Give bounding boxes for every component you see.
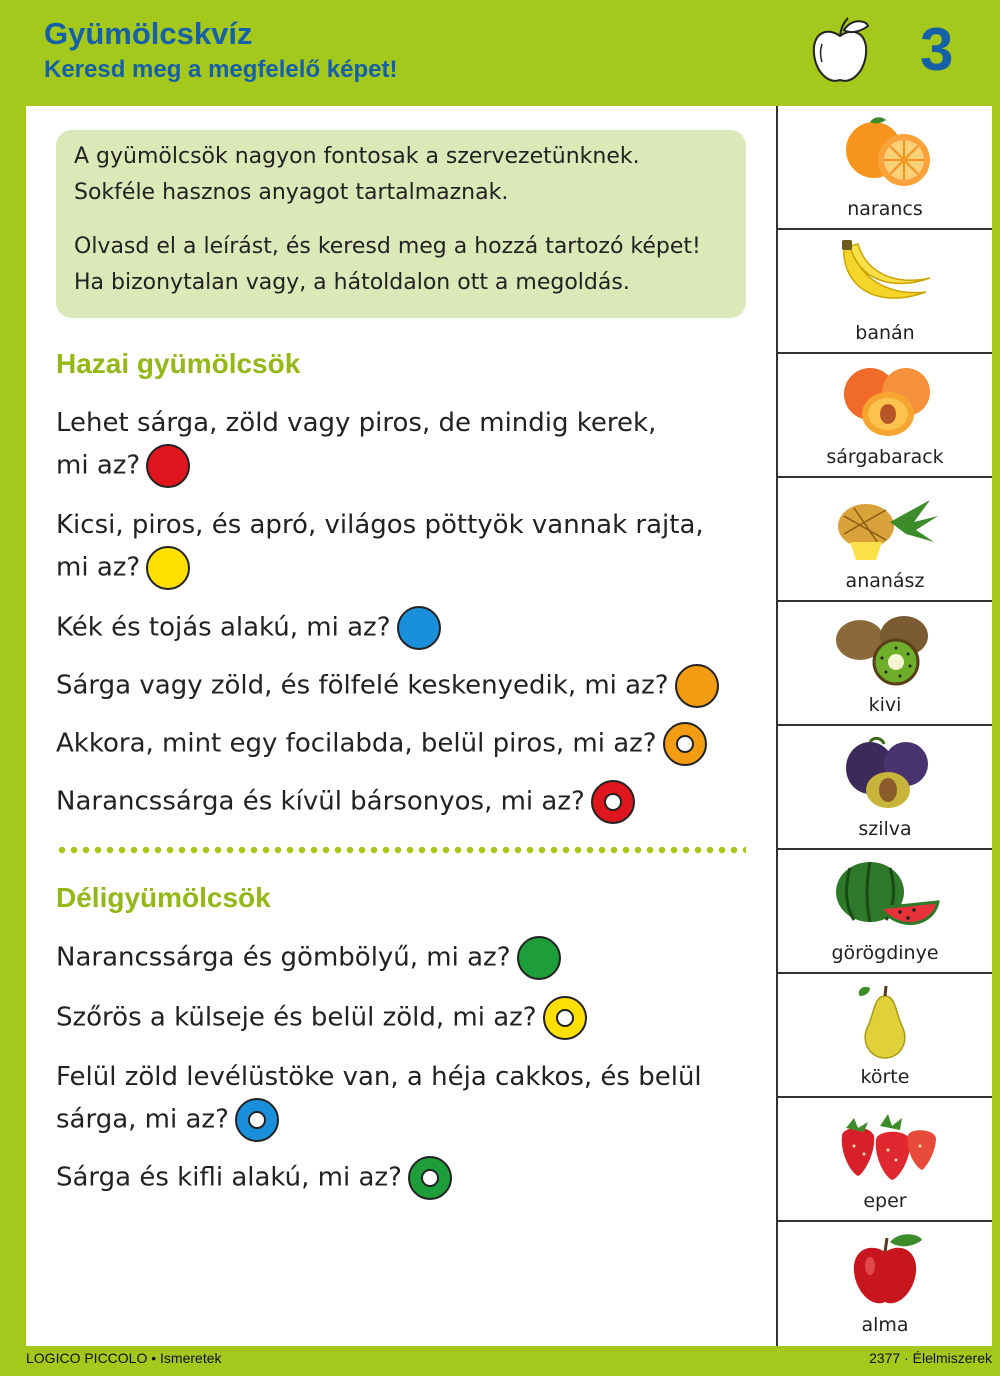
main-panel xyxy=(26,106,776,1346)
question-text: mi az? xyxy=(56,552,141,583)
fruit-label: körte xyxy=(860,1066,910,1088)
fruit-label: szilva xyxy=(858,818,912,840)
answer-dot[interactable] xyxy=(543,996,587,1040)
fruit-card-apricot[interactable] xyxy=(778,354,992,478)
fruit-card-kiwi[interactable] xyxy=(778,602,992,726)
answer-dot[interactable] xyxy=(146,444,190,488)
apricot-icon xyxy=(830,362,940,440)
question-7 xyxy=(56,936,561,980)
fruit-card-pineapple[interactable] xyxy=(778,478,992,602)
answer-dot[interactable] xyxy=(397,606,441,650)
pear-icon xyxy=(830,982,940,1060)
question-text: Narancssárga és gömbölyű, mi az? xyxy=(56,942,511,973)
header xyxy=(0,0,1000,106)
fruit-label: sárgabarack xyxy=(826,446,944,468)
question-text: Sárga vagy zöld, és fölfelé keskenyedik, mi az? xyxy=(56,670,669,701)
fruit-card-watermelon[interactable] xyxy=(778,850,992,974)
answer-dot[interactable] xyxy=(517,936,561,980)
kiwi-icon xyxy=(830,610,940,688)
fruit-card-pear[interactable] xyxy=(778,974,992,1098)
intro-line-1: A gyümölcsök nagyon fontosak a szervezetünknek. xyxy=(74,144,640,169)
answer-dot[interactable] xyxy=(591,780,635,824)
question-text: Sárga és kifli alakú, mi az? xyxy=(56,1162,402,1193)
fruit-label: görögdinye xyxy=(831,942,939,964)
footer-publisher: LOGICO PICCOLO • Ismeretek xyxy=(26,1350,222,1366)
intro-line-2: Sokféle hasznos anyagot tartalmaznak. xyxy=(74,180,509,205)
answer-dot[interactable] xyxy=(675,664,719,708)
intro-line-3: Olvasd el a leírást, és keresd meg a hozzá tartozó képet! xyxy=(74,234,701,259)
fruit-label: banán xyxy=(855,322,915,344)
footer-product-code: 2377 · Élelmiszerek xyxy=(869,1350,992,1366)
apple-outline-icon xyxy=(808,14,872,86)
plum-icon xyxy=(830,734,940,812)
fruit-label: narancs xyxy=(847,198,923,220)
question-10 xyxy=(56,1156,452,1200)
strawberry-icon xyxy=(830,1106,940,1184)
question-text: Narancssárga és kívül bársonyos, mi az? xyxy=(56,786,585,817)
apple-icon xyxy=(830,1230,940,1308)
fruit-label: ananász xyxy=(845,570,925,592)
question-8 xyxy=(56,996,587,1040)
answer-dot[interactable] xyxy=(146,546,190,590)
page-subtitle: Keresd meg a megfelelő képet! xyxy=(44,56,398,83)
fruit-label: alma xyxy=(861,1314,909,1336)
orange-icon xyxy=(830,114,940,192)
fruit-label: eper xyxy=(863,1190,907,1212)
page-title: Gyümölcskvíz xyxy=(44,16,253,51)
fruit-card-orange[interactable] xyxy=(778,106,992,230)
question-text: Lehet sárga, zöld vagy piros, de mindig kerek, xyxy=(56,408,657,438)
question-text: Felül zöld levélüstöke van, a héja cakkos, és belül xyxy=(56,1062,702,1092)
question-2 xyxy=(56,504,704,590)
fruit-label: kivi xyxy=(868,694,902,716)
fruit-card-apple[interactable] xyxy=(778,1222,992,1346)
answer-dot[interactable] xyxy=(663,722,707,766)
answer-dot[interactable] xyxy=(408,1156,452,1200)
fruit-picture-column xyxy=(776,106,992,1346)
intro-line-4: Ha bizonytalan vagy, a hátoldalon ott a megoldás. xyxy=(74,270,630,295)
question-text: Kicsi, piros, és apró, világos pöttyök vannak rajta, xyxy=(56,510,704,540)
question-text: Kék és tojás alakú, mi az? xyxy=(56,612,391,643)
fruit-card-plum[interactable] xyxy=(778,726,992,850)
question-9 xyxy=(56,1056,702,1142)
question-1 xyxy=(56,402,656,488)
banana-icon xyxy=(830,238,940,316)
question-text: Akkora, mint egy focilabda, belül piros, mi az? xyxy=(56,728,657,759)
watermelon-icon xyxy=(830,858,940,936)
intro-box xyxy=(56,130,746,318)
question-3 xyxy=(56,606,441,650)
question-text: sárga, mi az? xyxy=(56,1104,229,1135)
answer-dot[interactable] xyxy=(235,1098,279,1142)
pineapple-icon xyxy=(830,486,940,564)
fruit-card-strawberry[interactable] xyxy=(778,1098,992,1222)
question-4 xyxy=(56,664,719,708)
dotted-divider xyxy=(56,846,746,854)
question-text: mi az? xyxy=(56,450,141,481)
section-heading-domestic: Hazai gyümölcsök xyxy=(56,348,301,379)
question-5 xyxy=(56,722,707,766)
card-number: 3 xyxy=(920,16,954,83)
section-heading-tropical: Déligyümölcsök xyxy=(56,882,271,913)
fruit-card-banana[interactable] xyxy=(778,230,992,354)
question-6 xyxy=(56,780,635,824)
question-text: Szőrös a külseje és belül zöld, mi az? xyxy=(56,1002,537,1033)
